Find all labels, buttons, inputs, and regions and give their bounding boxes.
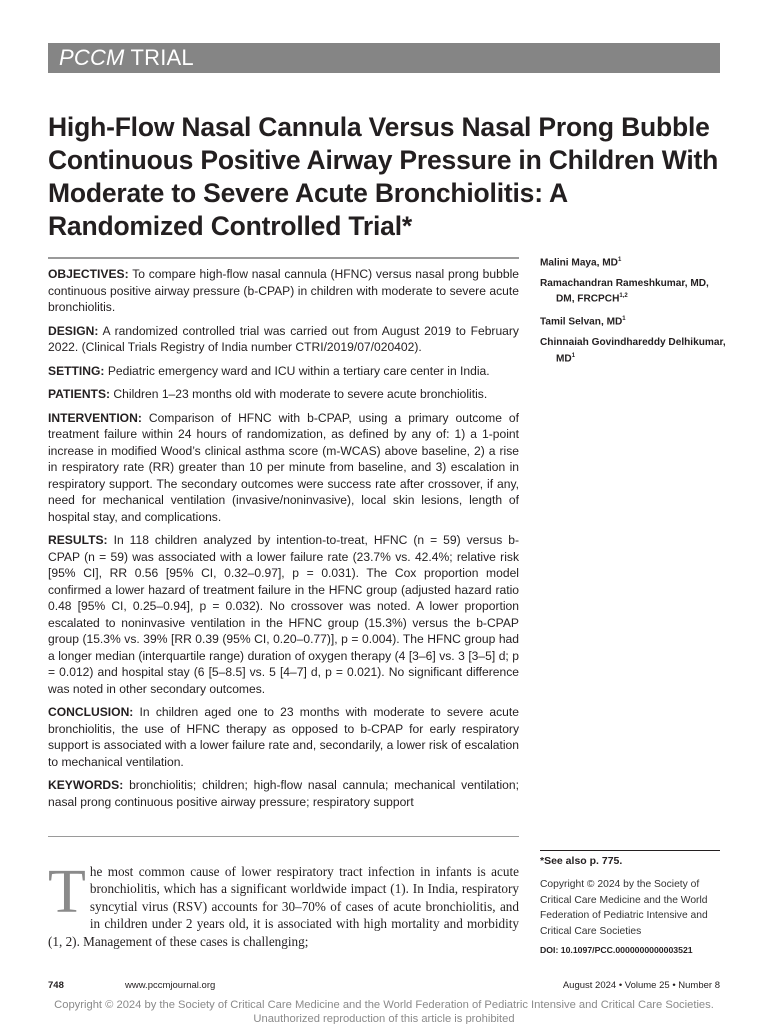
- objectives-label: OBJECTIVES:: [48, 267, 129, 281]
- author-affiliation: 1: [571, 352, 576, 359]
- author-item: [540, 313, 730, 329]
- author-name: Malini Maya, MD: [540, 257, 618, 269]
- author-item: [540, 336, 730, 365]
- drop-cap: T: [48, 858, 86, 926]
- objectives-text: To compare high-flow nasal cannula (HFNC) versus nasal prong bubble continuous positive airway pressure (b-CPAP) in children with moderate to severe acute bronchiolitis.: [48, 267, 519, 314]
- abstract-intervention: [48, 410, 519, 526]
- intervention-label: INTERVENTION:: [48, 410, 142, 425]
- keywords-label: KEYWORDS:: [48, 778, 124, 792]
- setting-text: Pediatric emergency ward and ICU within a tertiary care center in India.: [107, 363, 490, 378]
- author-item: [540, 254, 730, 270]
- sidenote: [540, 850, 720, 955]
- author-item: [540, 277, 730, 306]
- article-title: High-Flow Nasal Cannula Versus Nasal Prong Bubble Continuous Positive Airway Pressure in Children With Moderate to Severe Acute Bronchiolitis: A Randomized Controlled Trial*: [48, 112, 719, 241]
- see-also-note: *See also p. 775.: [540, 855, 623, 867]
- author-name: Tamil Selvan, MD: [540, 316, 623, 328]
- author-name: Ramachandran Rameshkumar, MD, DM, FRCPCH: [540, 277, 709, 305]
- design-label: DESIGN:: [48, 323, 99, 338]
- journal-url-link[interactable]: www.pccmjournal.org: [125, 980, 216, 991]
- copyright-watermark: [0, 998, 768, 1024]
- copyright-notice: Copyright © 2024 by the Society of Critical Care Medicine and the World Federation of Pediatric Intensive and Critical Care Societies: [540, 879, 708, 937]
- page-number: 748: [48, 980, 64, 991]
- section-label: [59, 46, 194, 70]
- author-list: [540, 254, 730, 372]
- abstract-setting: [48, 363, 519, 380]
- conclusion-text: In children aged one to 23 months with moderate to severe acute bronchiolitis, the use of HFNC therapy as opposed to b-CPAP for early respiratory support is associated with a lower failure rate and, secondarily, a lower risk of escalation to mechanical ventilation.: [48, 705, 519, 769]
- design-text: A randomized controlled trial was carried out from August 2019 to February 2022. (Clinical Trials Registry of India number CTRI/2019/07/020402).: [48, 323, 519, 354]
- setting-label: SETTING:: [48, 363, 105, 378]
- abstract-keywords: [48, 777, 519, 810]
- section-banner: [48, 43, 720, 73]
- results-text: In 118 children analyzed by intention-to-treat, HFNC (n = 59) versus b-CPAP (n = 59) was associated with a lower failure rate (23.7% vs. 42.4%; relative risk [95% CI], RR 0.56 [95% CI, 0.32–0.97], p = 0.031). The Cox proportion model confirmed a lower hazard of treatment failure in the HFNC group (adjusted hazard ratio 0.48 [95% CI, 0.25–0.94], p = 0.032). No crossover was noted. A lower proportion escalated to noninvasive ventilation in the HFNC group (15.3%) versus the b-CPAP group (15.3% vs. 39% [RR 0.39 (95% CI, 0.20–0.77)], p = 0.004). The HFNC group had a longer median (interquartile range) duration of oxygen therapy (4 [3–6] vs. 3 [3–5] d; p = 0.012) and hospital stay (6 [5–8.5] vs. 5 [4–7] d, p = 0.021). No significant difference was noted in other secondary outcomes.: [48, 533, 519, 696]
- section-label-italic: PCCM: [59, 45, 125, 70]
- keywords-text: bronchiolitis; children; high-flow nasal cannula; mechanical ventilation; nasal prong continuous positive airway pressure; respiratory support: [48, 778, 519, 809]
- abstract-design: [48, 323, 519, 356]
- intervention-text: Comparison of HFNC with b-CPAP, using a primary outcome of treatment failure within 24 hours of randomization, as defined by any of: 1) a 1-point increase in modified Wood’s clinical asthma score (m-WCAS) above baseline, 2) a rise in respiratory rate (RR) greater than 10 per minute from baseline, and 3) escalation in respiratory support. The secondary outcomes were success rate after crossover, if any, need for mechanical ventilation (invasive/noninvasive), local skin lesions, length of hospital stay, and complications.: [48, 410, 519, 524]
- issue-info: August 2024 • Volume 25 • Number 8: [562, 980, 720, 991]
- body-text: [48, 858, 519, 950]
- watermark-line-2: Unauthorized reproduction of this article is prohibited: [253, 1013, 515, 1024]
- abstract: [48, 257, 519, 817]
- page-footer: [48, 980, 720, 994]
- conclusion-label: CONCLUSION:: [48, 705, 134, 719]
- section-label-rest: TRIAL: [130, 45, 194, 70]
- patients-label: PATIENTS:: [48, 387, 111, 401]
- patients-text: Children 1–23 months old with moderate to severe acute bronchiolitis.: [113, 387, 488, 401]
- body-paragraph: he most common cause of lower respiratory tract infection in infants is acute bronchiolitis, which has a significant worldwide impact (1). In India, respiratory syncytial virus (RSV) accounts for 30–70% of cases of acute bronchiolitis, and in children under 2 years old, it is associated with high mortality and morbidity (1, 2). Management of these cases is challenging;: [48, 864, 519, 949]
- author-affiliation: 1: [622, 316, 626, 323]
- author-name: Chinnaiah Govindhareddy Delhikumar, MD: [540, 337, 726, 364]
- watermark-line-1: Copyright © 2024 by the Society of Critical Care Medicine and the World Federation of Pediatric Intensive and Critical Care Societies.: [54, 999, 714, 1011]
- abstract-results: [48, 532, 519, 697]
- author-affiliation: 1: [617, 257, 622, 263]
- author-affiliation: 1,2: [619, 293, 628, 300]
- abstract-objectives: [48, 266, 519, 316]
- results-label: RESULTS:: [48, 533, 108, 547]
- abstract-divider: [48, 836, 519, 837]
- abstract-patients: [48, 386, 519, 403]
- doi[interactable]: DOI: 10.1097/PCC.0000000000003521: [540, 945, 693, 955]
- abstract-conclusion: [48, 704, 519, 770]
